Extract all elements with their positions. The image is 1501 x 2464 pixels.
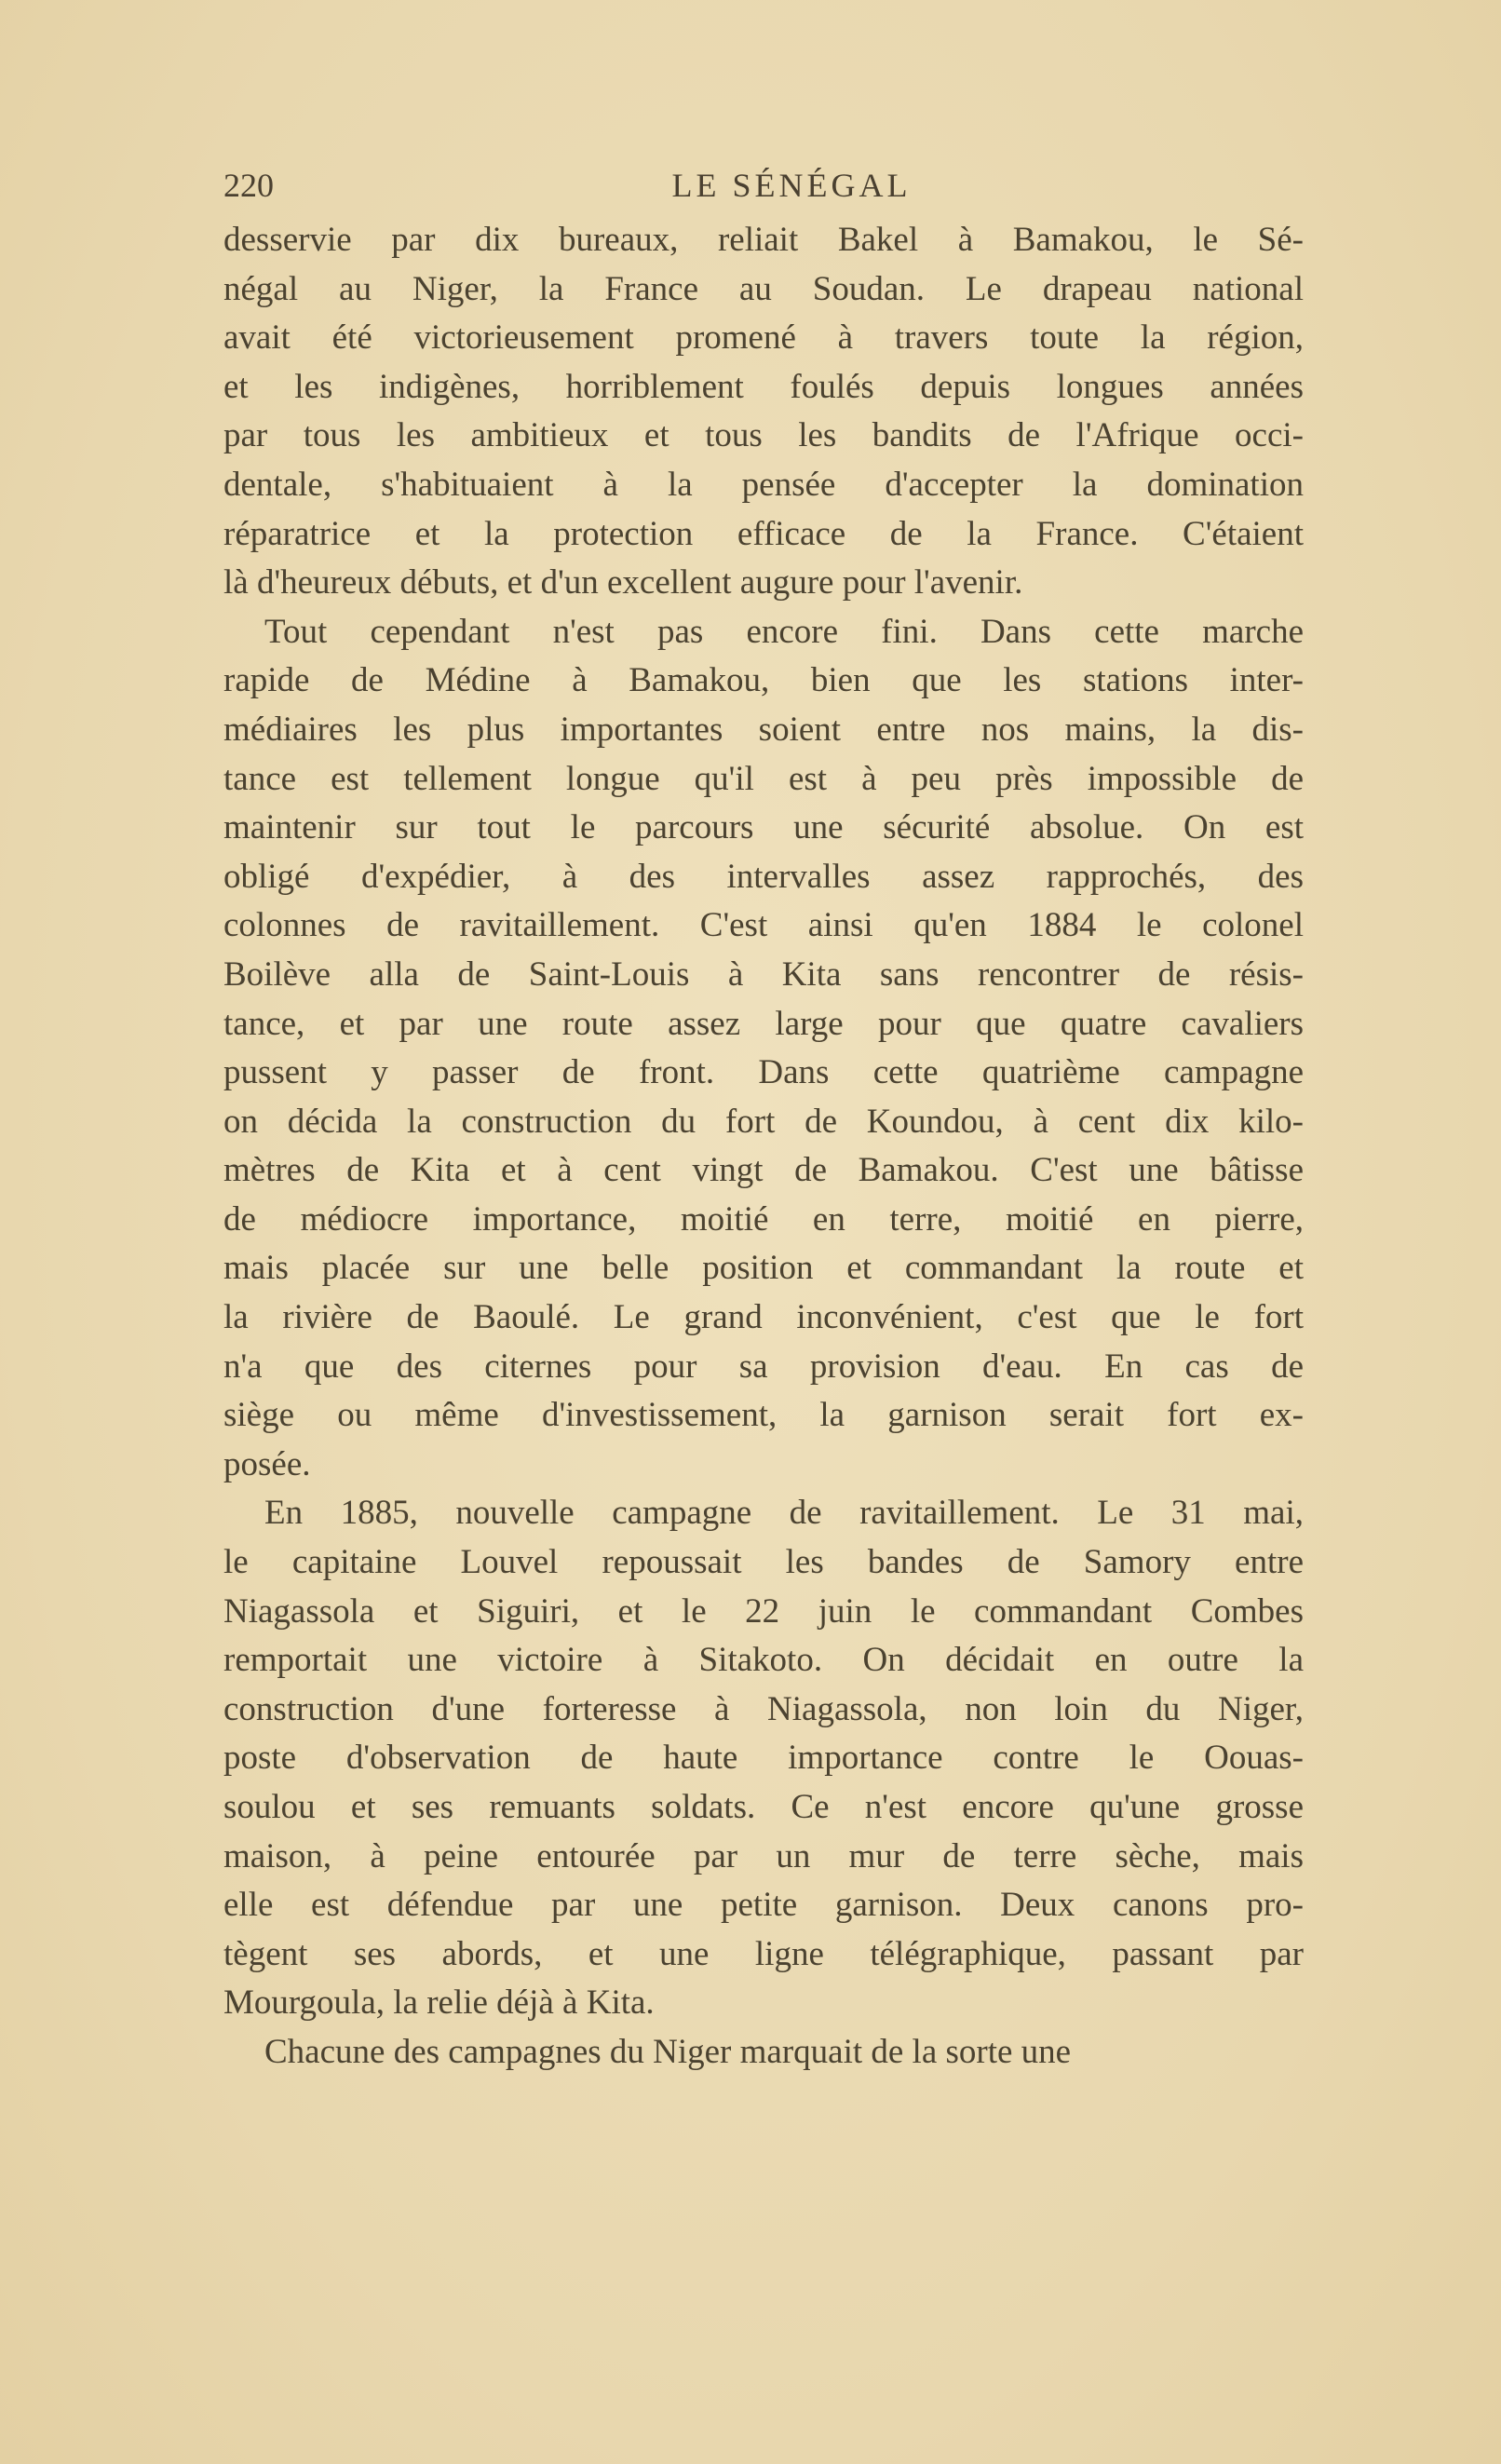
paragraph: [223, 608, 1304, 1490]
text-line: le capitaine Louvel repoussait les bandes de Samory entre: [223, 1543, 1304, 1582]
text-line: construction d'une forteresse à Niagassola, non loin du Niger,: [223, 1689, 1304, 1728]
text-line: réparatrice et la protection efficace de la France. C'étaient: [223, 514, 1304, 553]
text-line: n'a que des citernes pour sa provision d'eau. En cas de: [223, 1347, 1304, 1386]
text-line: négal au Niger, la France au Soudan. Le drapeau national: [223, 269, 1304, 308]
text-line: tance est tellement longue qu'il est à peu près impossible de: [223, 759, 1304, 798]
text-line: Chacune des campagnes du Niger marquait de la sorte une: [264, 2032, 1072, 2071]
page-number: 220: [223, 167, 274, 204]
text-line: colonnes de ravitaillement. C'est ainsi qu'en 1884 le colonel: [223, 906, 1304, 945]
text-line: soulou et ses remuants soldats. Ce n'est encore qu'une grosse: [223, 1788, 1304, 1826]
text-line: de médiocre importance, moitié en terre, moitié en pierre,: [223, 1199, 1304, 1239]
text-line: remportait une victoire à Sitakoto. On décidait en outre la: [223, 1641, 1304, 1680]
text-line: tègent ses abords, et une ligne télégraphique, passant par: [223, 1934, 1304, 1973]
text-line: desservie par dix bureaux, reliait Bakel à Bamakou, le Sé-: [223, 221, 1304, 259]
text-line: la rivière de Baoulé. Le grand inconvénient, c'est que le fort: [223, 1298, 1304, 1337]
text-line: posée.: [223, 1444, 311, 1483]
paragraph: [223, 1489, 1304, 2028]
text-line: Niagassola et Siguiri, et le 22 juin le commandant Combes: [223, 1591, 1304, 1631]
text-line: rapide de Médine à Bamakou, bien que les stations inter-: [223, 661, 1304, 700]
text-line: elle est défendue par une petite garnison. Deux canons pro-: [223, 1886, 1304, 1925]
page-header: [223, 166, 1304, 207]
text-line: avait été victorieusement promené à travers toute la région,: [223, 318, 1304, 358]
paragraph: [223, 2028, 1304, 2078]
text-line: et les indigènes, horriblement foulés depuis longues années: [223, 367, 1304, 406]
paragraph: [223, 216, 1304, 608]
text-line: par tous les ambitieux et tous les bandits de l'Afrique occi-: [223, 416, 1304, 455]
text-line: mètres de Kita et à cent vingt de Bamakou. C'est une bâtisse: [223, 1151, 1304, 1190]
text-line: tance, et par une route assez large pour que quatre cavaliers: [223, 1004, 1304, 1043]
text-line: Mourgoula, la relie déjà à Kita.: [223, 1983, 655, 2023]
text-line: siège ou même d'investissement, la garnison serait fort ex-: [223, 1396, 1304, 1435]
text-line: maintenir sur tout le parcours une sécurité absolue. On est: [223, 808, 1304, 847]
text-line: poste d'observation de haute importance contre le Oouas-: [223, 1739, 1304, 1778]
text-line: Boilève alla de Saint-Louis à Kita sans rencontrer de résis-: [223, 954, 1304, 994]
text-line: maison, à peine entourée par un mur de terre sèche, mais: [223, 1836, 1304, 1875]
text-line: mais placée sur une belle position et commandant la route et: [223, 1249, 1304, 1288]
text-line: médiaires les plus importantes soient entre nos mains, la dis-: [223, 710, 1304, 749]
text-line: obligé d'expédier, à des intervalles assez rapprochés, des: [223, 857, 1304, 896]
text-line: En 1885, nouvelle campagne de ravitaillement. Le 31 mai,: [264, 1494, 1304, 1533]
running-title: LE SÉNÉGAL: [671, 167, 912, 204]
text-line: on décida la construction du fort de Koundou, à cent dix kilo-: [223, 1102, 1304, 1141]
text-line: dentale, s'habituaient à la pensée d'accepter la domination: [223, 465, 1304, 504]
text-line: Tout cependant n'est pas encore fini. Dans cette marche: [264, 612, 1304, 651]
body-text: [223, 216, 1304, 2078]
text-line: là d'heureux débuts, et d'un excellent augure pour l'avenir.: [223, 563, 1023, 602]
text-line: pussent y passer de front. Dans cette quatrième campagne: [223, 1053, 1304, 1092]
